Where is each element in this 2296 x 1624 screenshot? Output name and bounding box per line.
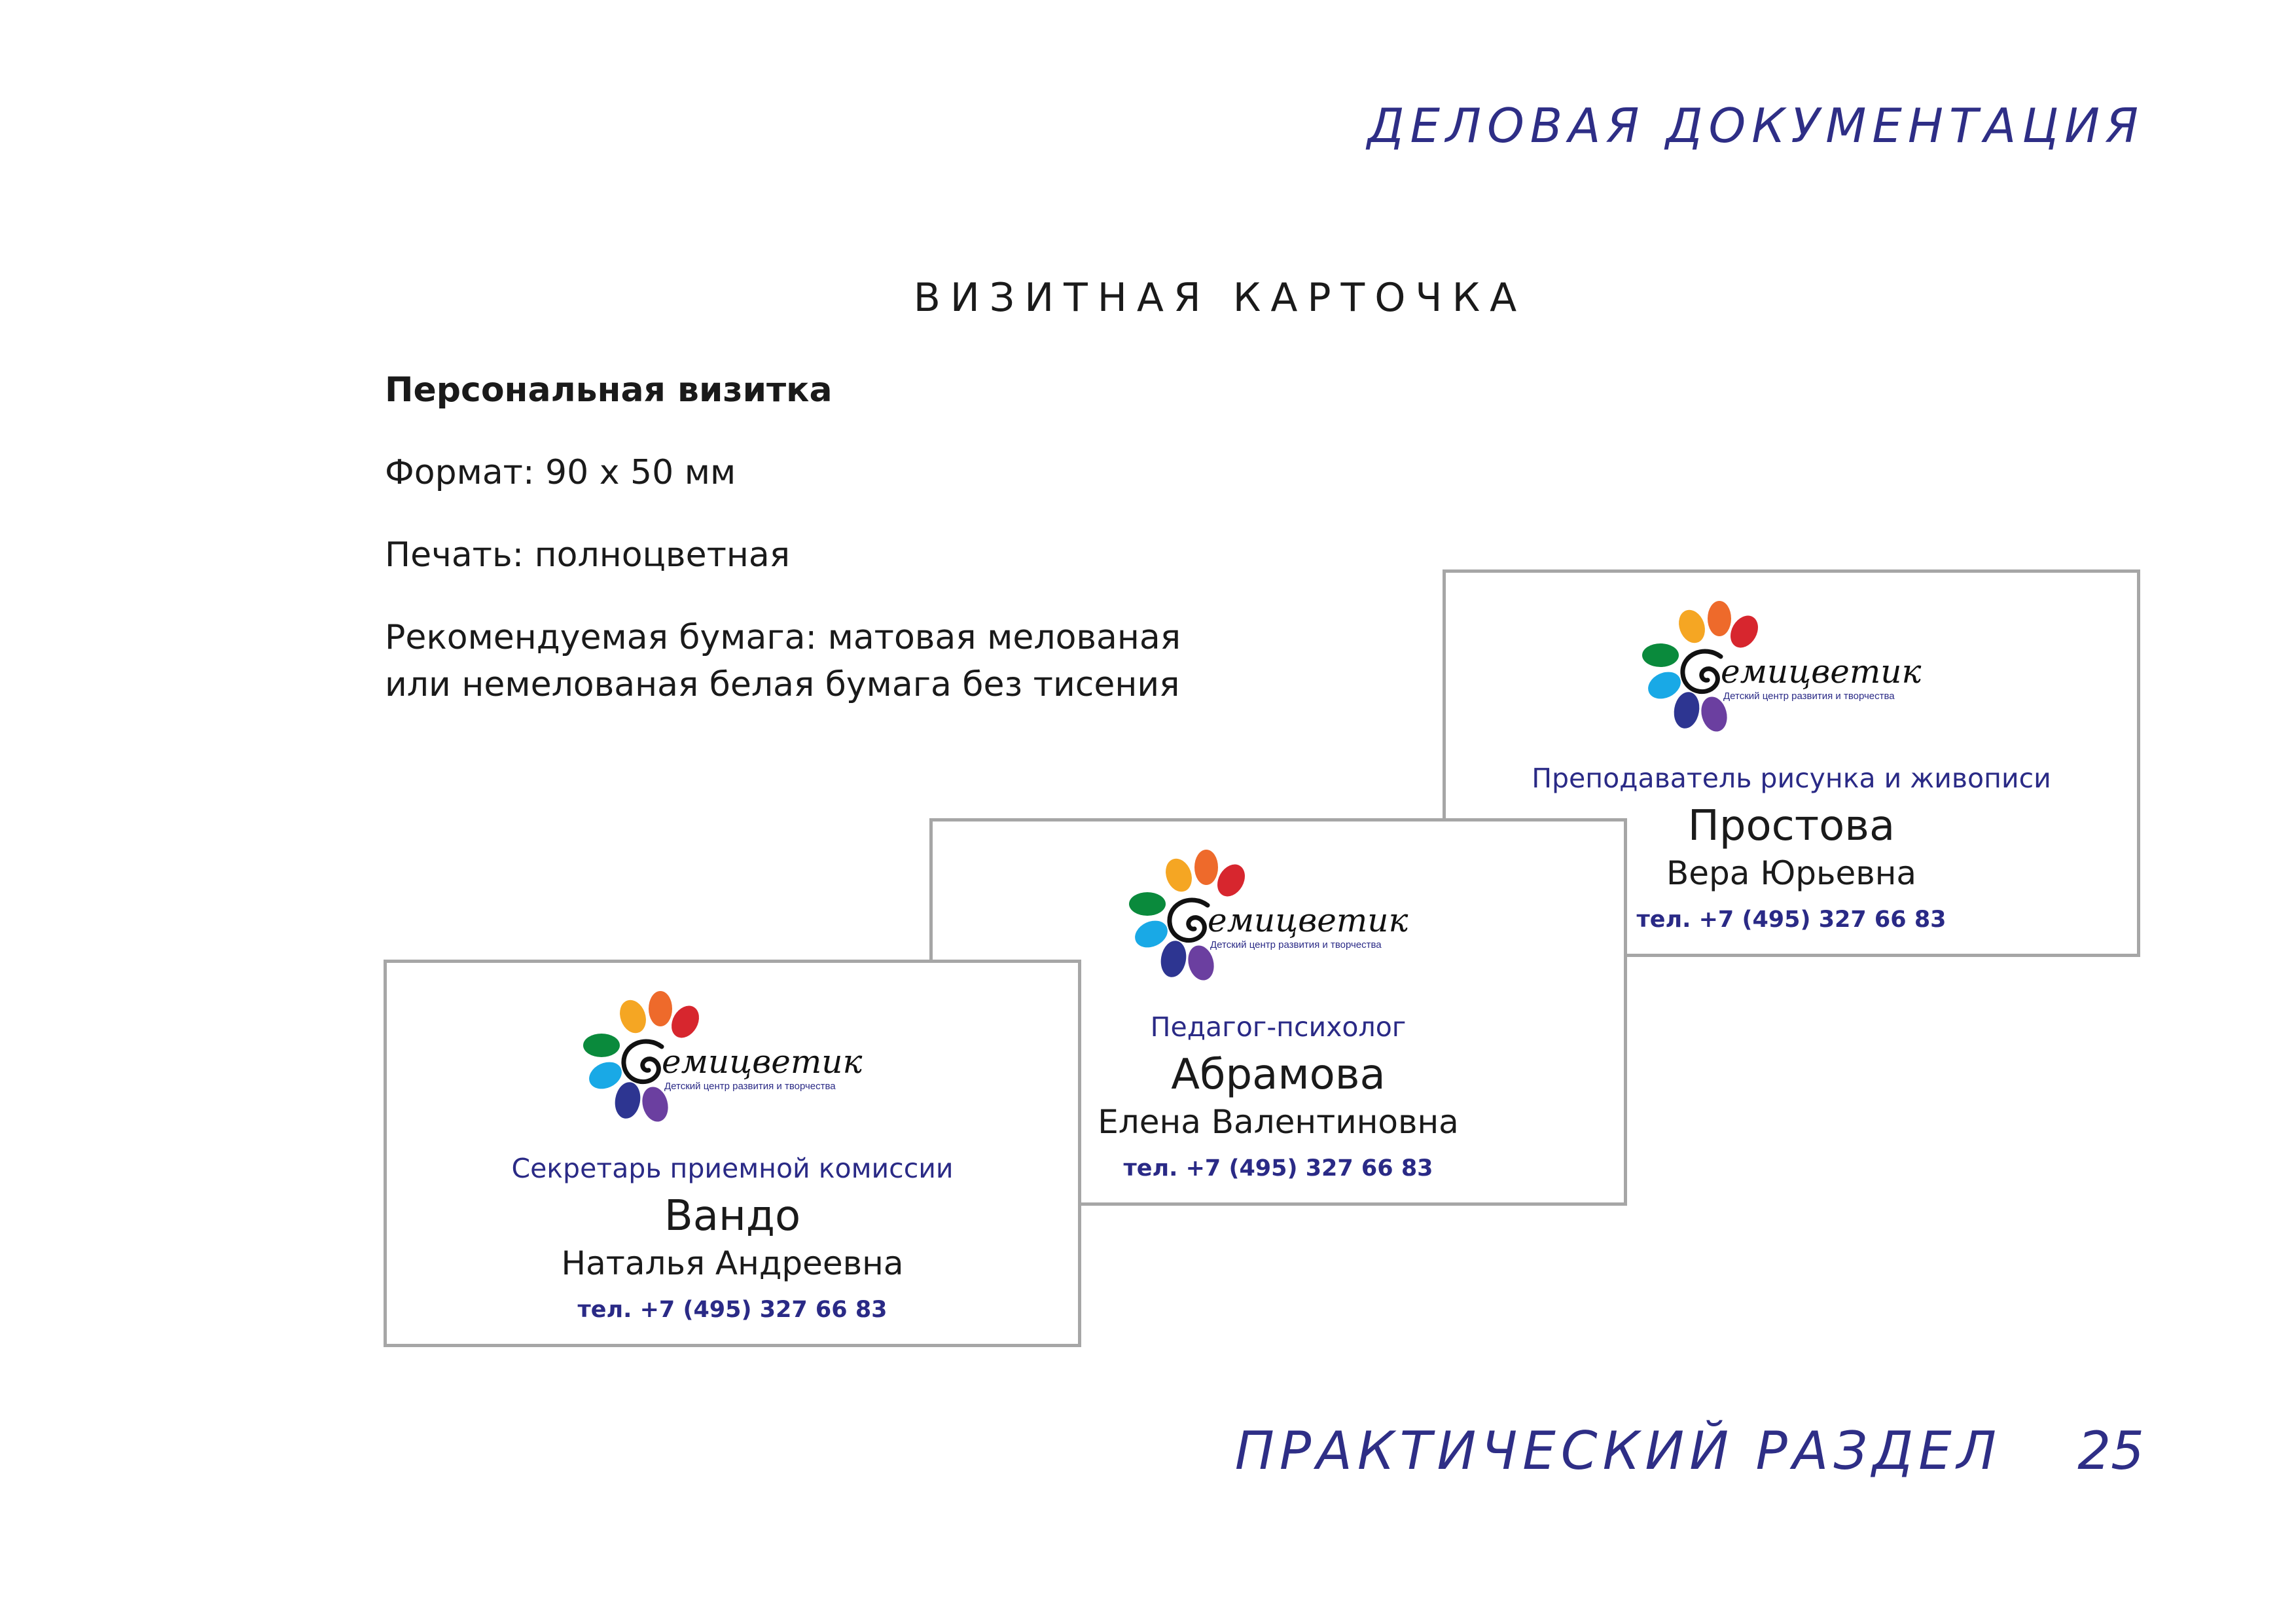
logo-petal-6 — [1158, 939, 1189, 979]
logo-petal-2 — [1708, 601, 1731, 636]
logo-tagline: Детский центр развития и творчества — [1210, 939, 1382, 950]
logo-tagline: Детский центр развития и творчества — [1723, 691, 1895, 702]
logo-petal-6 — [612, 1080, 643, 1121]
card-specs — [385, 367, 1181, 708]
logo-swirl — [1170, 900, 1208, 941]
card-phone: тел. +7 (495) 327 66 83 — [577, 1297, 888, 1323]
card-given-names: Елена Валентиновна — [1098, 1103, 1459, 1141]
card-given-names: Наталья Андреевна — [561, 1244, 904, 1282]
flower-logo-icon — [575, 989, 889, 1127]
logo-swirl — [1683, 651, 1721, 692]
section-title: ВИЗИТНАЯ КАРТОЧКА — [913, 275, 1527, 321]
logo-petal-4 — [1642, 643, 1679, 667]
specs-paper-line-1: Рекомендуемая бумага: матовая мелованая — [385, 618, 1181, 657]
flower-logo-icon — [1634, 599, 1948, 736]
card-surname: Простова — [1687, 802, 1895, 850]
logo-petal-2 — [1194, 850, 1218, 885]
specs-print: Печать: полноцветная — [385, 535, 790, 575]
logo-petal-1 — [1161, 855, 1196, 895]
header-title: ДЕЛОВАЯ ДОКУМЕНТАЦИЯ — [1367, 98, 2144, 153]
card-phone: тел. +7 (495) 327 66 83 — [1123, 1155, 1433, 1182]
logo-wordmark: емицветик — [662, 1043, 863, 1081]
specs-paper — [385, 614, 1181, 708]
logo-petal-6 — [1671, 690, 1702, 731]
logo-petal-1 — [1674, 606, 1709, 647]
brand-logo — [387, 989, 1078, 1127]
logo-petal-2 — [649, 991, 672, 1026]
card-position: Секретарь приемной комиссии — [511, 1153, 954, 1184]
specs-heading: Персональная визитка — [385, 370, 833, 410]
brand-logo — [1446, 599, 2137, 736]
logo-petal-1 — [615, 996, 650, 1037]
logo-wordmark: емицветик — [1721, 653, 1922, 691]
specs-format: Формат: 90 х 50 мм — [385, 453, 736, 492]
footer-title: ПРАКТИЧЕСКИЙ РАЗДЕЛ — [1234, 1420, 2001, 1481]
logo-swirl — [624, 1041, 662, 1082]
logo-tagline: Детский центр развития и творчества — [664, 1081, 836, 1092]
card-phone: тел. +7 (495) 327 66 83 — [1636, 907, 1946, 933]
page-number: 25 — [2077, 1420, 2144, 1481]
business-card-3 — [384, 960, 1081, 1347]
logo-wordmark: емицветик — [1208, 901, 1408, 939]
card-surname: Вандо — [664, 1192, 801, 1240]
card-position: Педагог-психолог — [1150, 1011, 1407, 1043]
card-surname: Абрамова — [1171, 1051, 1386, 1099]
logo-petal-4 — [583, 1034, 620, 1057]
card-given-names: Вера Юрьевна — [1666, 854, 1917, 892]
flower-logo-icon — [1121, 848, 1435, 985]
card-position: Преподаватель рисунка и живописи — [1532, 763, 2051, 794]
specs-paper-line-2: или немелованая белая бумага без тисения — [385, 665, 1180, 704]
logo-petal-4 — [1129, 892, 1166, 916]
